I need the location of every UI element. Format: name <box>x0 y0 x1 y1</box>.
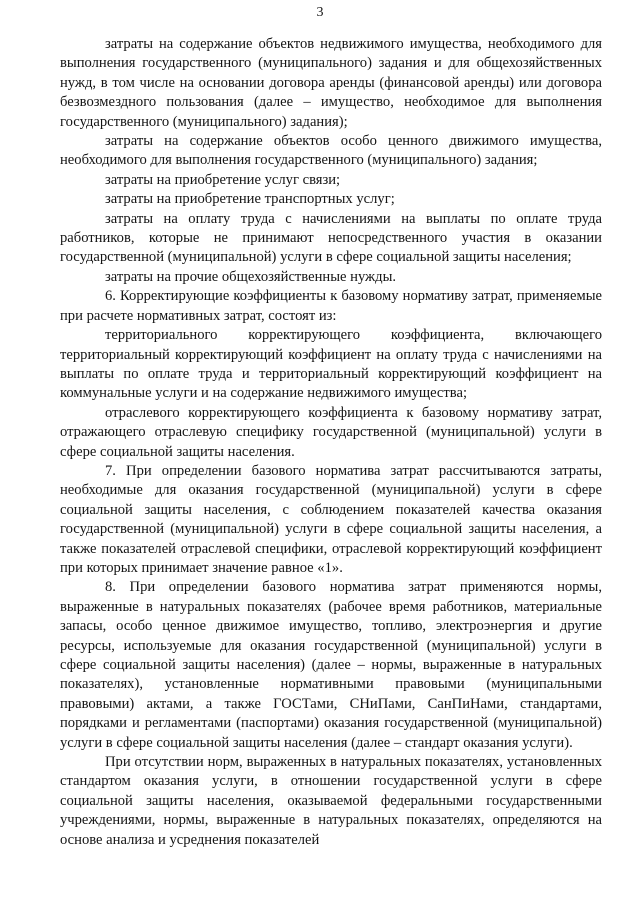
paragraph-real-estate-costs: затраты на содержание объектов недвижимого имущества, необходимого для выполнения государственного (муниципального) задания и для общехозяйственных нужд, в том числе на основании договора аренды (финансовой аренды) или договора безвозмездного пользования (далее – имущество, необходимое для выполнения государственного (муниципального) задания); <box>60 36 602 130</box>
paragraph-item-7: 7. При определении базового норматива затрат рассчитываются затраты, необходимые для оказания государственной (муниципальной) услуги в сфере социальной защиты населения, с соблюдением показателей качества оказания государственной (муниципальной) услуги в сфере социальной защиты населения, а также показателей отраслевой специфики, отраслевой корректирующий коэффициент при которых принимает значение равное «1». <box>60 462 602 576</box>
paragraph-labor-costs: затраты на оплату труда с начислениями на выплаты по оплате труда работников, которые не принимают непосредственного участия в оказании государственной (муниципальной) услуги в сфере социальной защиты населения; <box>60 210 602 266</box>
paragraph-item-6: 6. Корректирующие коэффициенты к базовому нормативу затрат, применяемые при расчете нормативных затрат, состоят из: <box>60 288 602 324</box>
document-body <box>60 35 602 850</box>
paragraph-communication-costs: затраты на приобретение услуг связи; <box>105 171 341 188</box>
paragraph-other-costs: затраты на прочие общехозяйственные нужды. <box>105 268 397 285</box>
paragraph-sector-coefficient: отраслевого корректирующего коэффициента к базовому нормативу затрат, отражающего отраслевую специфику государственной (муниципальной) услуги в сфере социальной защиты населения. <box>60 404 602 460</box>
paragraph-absence-of-norms: При отсутствии норм, выраженных в натуральных показателях, установленных стандартом оказания услуги, в отношении государственной услуги в сфере социальной защиты населения, оказываемой федеральными государственными учреждениями, нормы, выраженные в натуральных показателях, определяются на основе анализа и усреднения показателей <box>60 754 602 848</box>
paragraph-territorial-coefficient: территориального корректирующего коэффициента, включающего территориальный корректирующий коэффициент на оплату труда с начислениями на выплаты по оплате труда и территориальный корректирующий коэффициент на коммунальные услуги и на содержание недвижимого имущества; <box>60 327 602 402</box>
page-number: 3 <box>316 5 324 20</box>
paragraph-transport-costs: затраты на приобретение транспортных услуг; <box>105 191 395 208</box>
paragraph-movable-property-costs: затраты на содержание объектов особо ценного движимого имущества, необходимого для выполнения государственного (муниципального) задания; <box>60 133 602 169</box>
paragraph-item-8: 8. При определении базового норматива затрат применяются нормы, выраженные в натуральных показателях (рабочее время работников, материальные запасы, особо ценное движимое имущество, топливо, электроэнергия и другие ресурсы, используемые для оказания государственной (муниципальной) услуги в сфере социальной защиты населения) (далее – нормы, выраженные в натуральных показателях), установленные нормативными правовыми (муниципальными правовыми) актами, а также ГОСТами, СНиПами, СанПиНами, стандартами, порядками и регламентами (паспортами) оказания государственной (муниципальной) услуги в сфере социальной защиты населения (далее – стандарт оказания услуги). <box>60 579 602 751</box>
